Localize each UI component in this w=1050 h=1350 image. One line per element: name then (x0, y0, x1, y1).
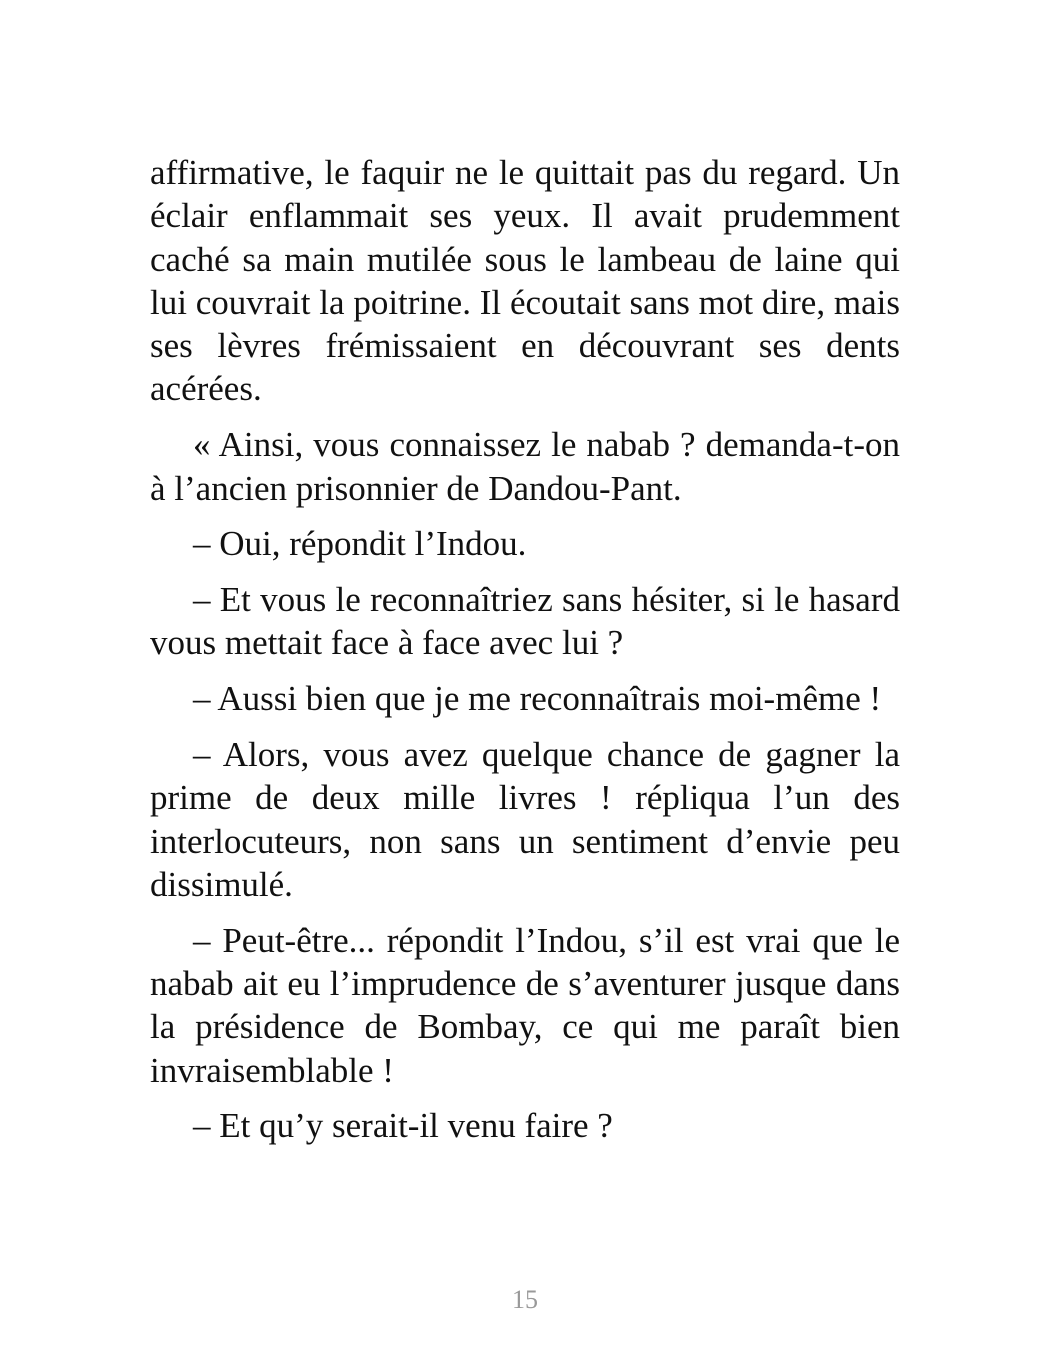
paragraph: affirmative, le faquir ne le quittait pas du regard. Un éclair enflammait ses yeux. Il avait prudemment caché sa main mutilée sous le lambeau de laine qui lui couvrait la poitrine. Il écoutait sans mot dire, mais ses lèvres frémissaient en découvrant ses dents acérées. (150, 153, 900, 409)
paragraph: – Peut-être... répondit l’Indou, s’il est vrai que le nabab ait eu l’imprudence de s’aventurer jusque dans la présidence de Bombay, ce qui me paraît bien invraisemblable ! (150, 920, 900, 1090)
paragraph: – Alors, vous avez quelque chance de gagner la prime de deux mille livres ! répliqua l’un des interlocuteurs, non sans un sentiment d’envie peu dissimulé. (150, 735, 900, 904)
paragraph: – Oui, répondit l’Indou. (193, 524, 527, 564)
page-number: 15 (512, 1285, 538, 1314)
paragraph: « Ainsi, vous connaissez le nabab ? demanda-t-on à l’ancien prisonnier de Dandou-Pant. (150, 425, 900, 508)
body-text (150, 151, 900, 1160)
paragraph: – Et vous le reconnaîtriez sans hésiter, si le hasard vous mettait face à face avec lui ? (150, 580, 900, 663)
paragraph: – Et qu’y serait-il venu faire ? (193, 1106, 613, 1146)
paragraph: – Aussi bien que je me reconnaîtrais moi-même ! (193, 679, 882, 719)
